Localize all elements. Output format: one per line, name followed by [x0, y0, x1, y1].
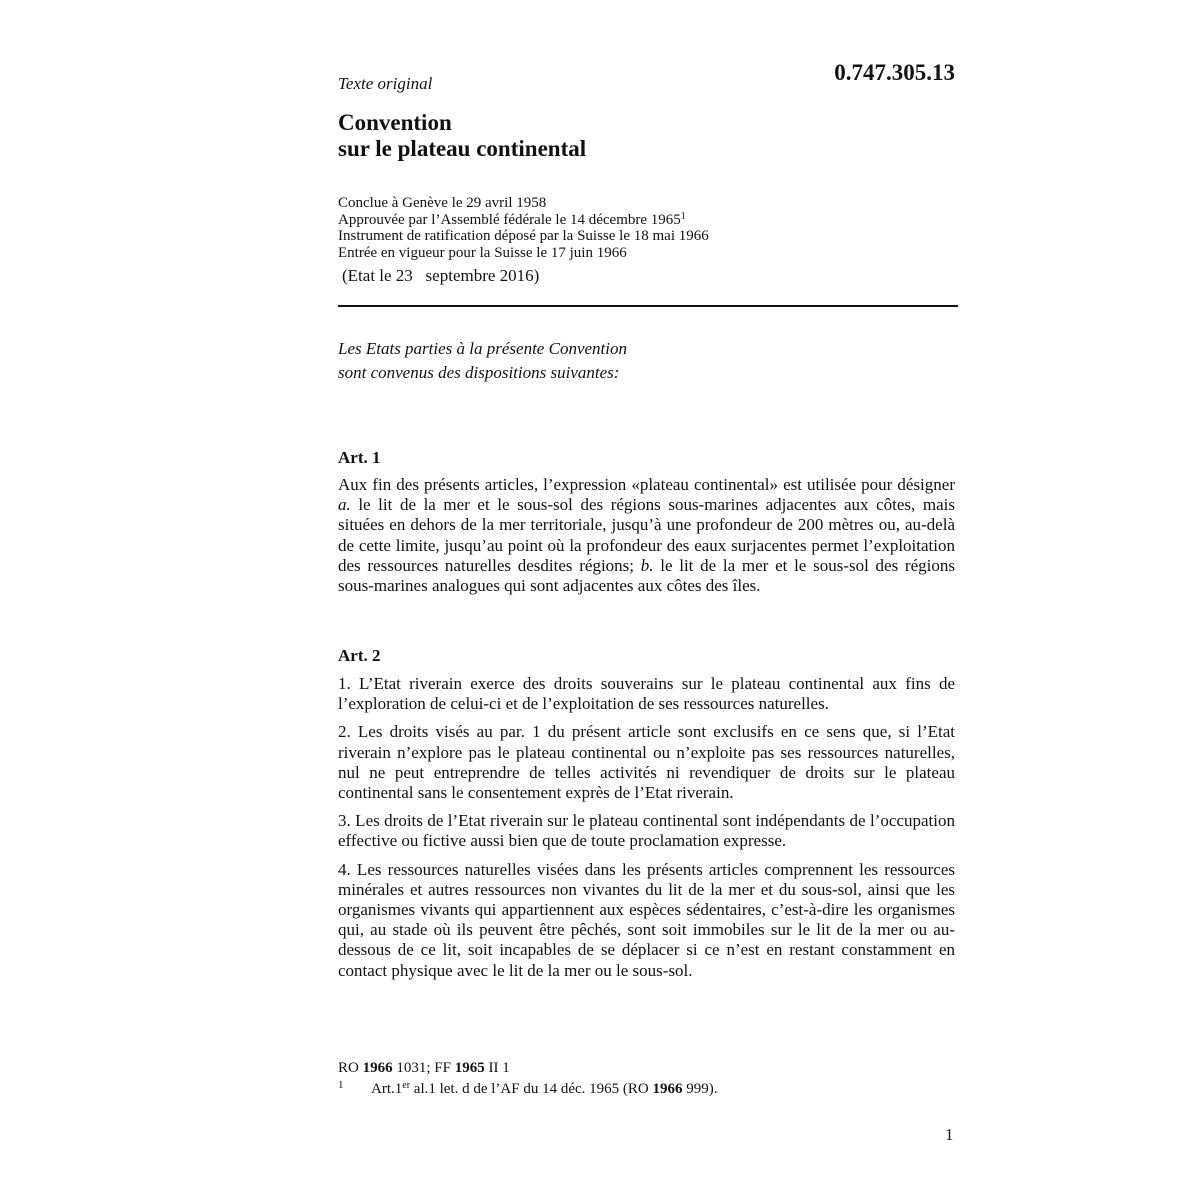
label-a: a. — [338, 495, 351, 515]
footnote-ref[interactable]: 1 — [680, 210, 686, 222]
ro-year: 1966 — [362, 1060, 393, 1076]
article-1-text: le lit de la mer et le sous-sol des régions sous-marines adjacentes aux côtes, mais situées en dehors de la mer territoriale, jusqu’à une profondeur de 200 mètres ou, au-delà de cette limite, jusqu’au point où la profondeur des eaux surjacentes permet l’exploitation des ressources naturelles desdites régions; — [338, 495, 955, 575]
title-line-2: sur le plateau continental — [338, 136, 587, 161]
article-1-body — [338, 475, 955, 604]
document-metadata — [338, 195, 709, 261]
title-line-1: Convention — [338, 110, 452, 135]
article-2-paragraph-2: 2. Les droits visés au par. 1 du présent article sont exclusifs en ce sens que, si l’Etat riverain n’explore pas le plateau continental ou n’exploite pas ses ressources naturelles, nul ne peut entreprendre de telles activités ni revendiquer de droits sur le plateau continental sans le consentement exprès de l’Etat riverain. — [338, 722, 955, 803]
article-1-heading: Art. 1 — [338, 448, 381, 467]
preamble — [338, 337, 627, 385]
ff-year: 1965 — [454, 1060, 485, 1076]
ro-prefix: RO — [338, 1060, 363, 1076]
article-1-paragraph — [338, 475, 955, 596]
footnote-text: 999). — [682, 1081, 718, 1097]
meta-approved: Approuvée par l’Assemblé fédérale le 14 décembre 1965 — [338, 211, 681, 228]
meta-approved-line — [338, 212, 709, 229]
ff-rest: II 1 — [484, 1060, 510, 1076]
article-1-text: Aux fin des présents articles, l’expression «plateau continental» est utilisée pour désigner — [338, 475, 955, 494]
article-2-paragraph-4: 4. Les ressources naturelles visées dans les présents articles comprennent les ressources minérales et autres ressources non vivantes du lit de la mer et du sous-sol, ainsi que les organismes vivants qui appartiennent aux espèces sédentaires, c’est-à-dire les organismes qui, au stade où ils peuvent être pêchés, sont soit immobiles sur le lit de la mer ou au-dessous de ce lit, soit incapables de se déplacer si ce n’est en restant constamment en contact physique avec le lit de la mer ou le sous-sol. — [338, 859, 955, 980]
footnote-text: Art.1 — [371, 1081, 403, 1097]
state-date: (Etat le 23 septembre 2016) — [342, 266, 540, 285]
footnote-superscript: er — [402, 1080, 411, 1091]
label-b: b. — [640, 555, 654, 575]
article-2-body — [338, 674, 955, 989]
article-2-paragraph-3: 3. Les droits de l’Etat riverain sur le plateau continental sont indépendants de l’occupation effective ou fictive aussi bien que de toute proclamation expresse. — [338, 811, 955, 851]
meta-concluded: Conclue à Genève le 29 avril 1958 — [338, 195, 547, 211]
header-divider — [338, 305, 958, 307]
preamble-line-1: Les Etats parties à la présente Convention — [338, 339, 627, 358]
meta-instrument: Instrument de ratification déposé par la Suisse le 18 mai 1966 — [338, 228, 709, 244]
meta-entry: Entrée en vigueur pour la Suisse le 17 juin 1966 — [338, 244, 627, 261]
ro-mid: 1031; FF — [392, 1060, 455, 1076]
footnote-1: 1 Art.1er al.1 let. d de l’AF du 14 déc. 1965 (RO 1966 999). — [338, 1079, 718, 1097]
preamble-line-2: sont convenus des dispositions suivantes: — [338, 363, 620, 382]
publication-reference — [338, 1059, 510, 1077]
article-2-paragraph-1: 1. L’Etat riverain exerce des droits souverains sur le plateau continental aux fins de l’exploration de celui-ci et de l’exploitation de ses ressources naturelles. — [338, 674, 955, 714]
page-number: 1 — [945, 1125, 954, 1144]
footnote-year: 1966 — [652, 1081, 683, 1097]
status-label: Texte original — [338, 74, 433, 93]
document-title — [338, 110, 586, 162]
article-1-text: le lit de la mer et le sous-sol des régions sous-marines analogues qui sont adjacentes aux côtes des îles. — [338, 555, 955, 596]
article-2-heading: Art. 2 — [338, 646, 381, 665]
sr-number: 0.747.305.13 — [834, 60, 955, 85]
footnote-text: al.1 let. d de l’AF du 14 déc. 1965 (RO — [410, 1081, 653, 1097]
